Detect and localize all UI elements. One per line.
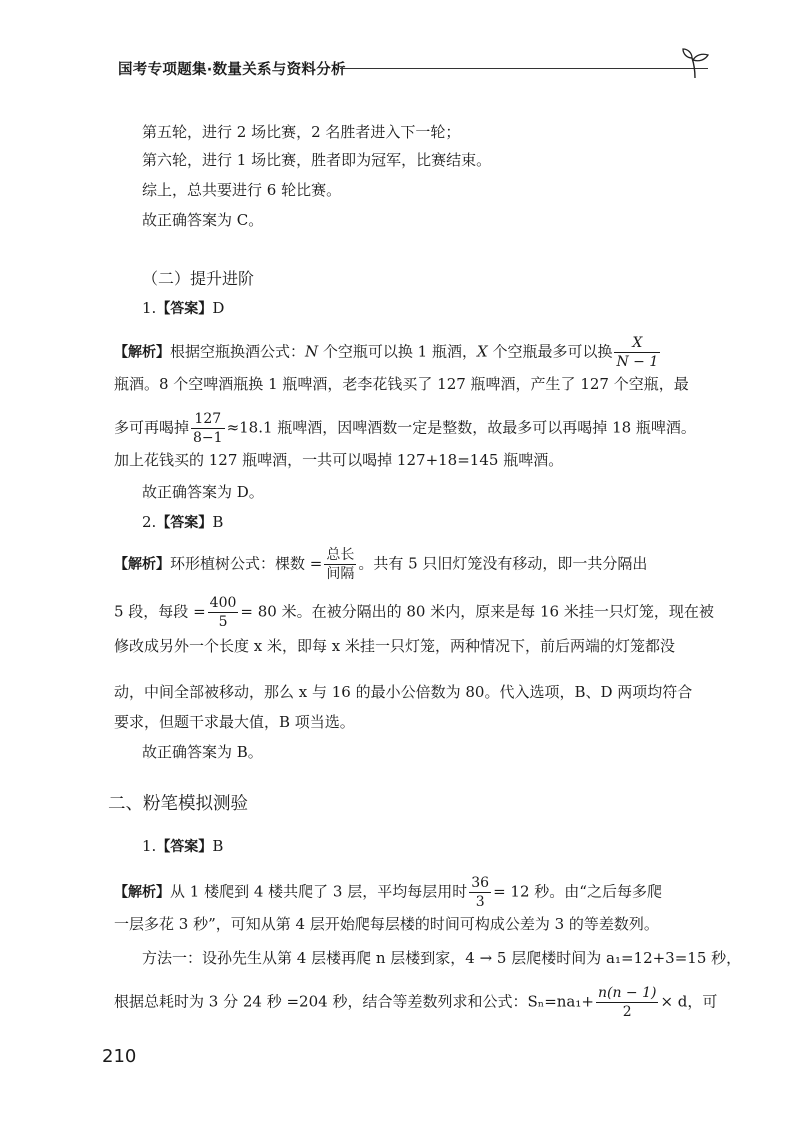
text-line [114, 876, 662, 909]
page-number: 210 [102, 1046, 137, 1067]
sprout-icon [678, 44, 714, 80]
fraction [596, 986, 659, 1019]
section-heading: （二）提升进阶 [142, 269, 255, 288]
var-n: N [305, 342, 319, 361]
text-line: 加上花钱买的 127 瓶啤酒，一共可以喝掉 127+18=145 瓶啤酒。 [114, 451, 564, 469]
header-rule [340, 68, 708, 69]
fraction-denominator: 间隔 [326, 566, 355, 582]
analysis-label: 【解析】 [114, 556, 170, 573]
text-line [114, 412, 696, 445]
fraction-denominator: 5 [218, 614, 228, 630]
fraction-denominator: 8−1 [193, 430, 223, 446]
question-number: 1. [142, 299, 157, 317]
header-title: 国考专项题集·数量关系与资料分析 [118, 62, 346, 78]
answer-value: B [212, 513, 224, 531]
fraction-numerator: 总长 [326, 547, 355, 563]
text-line: 故正确答案为 B。 [142, 743, 263, 761]
text-line: 第六轮，进行 1 场比赛，胜者即为冠军，比赛结束。 [142, 151, 492, 169]
fraction [324, 548, 356, 581]
text-span: 个空瓶可以换 1 瓶酒， [318, 342, 477, 361]
question-answer-line [142, 512, 223, 533]
var-x: X [477, 342, 488, 361]
answer-label: 【答案】 [156, 301, 213, 317]
analysis-label: 【解析】 [114, 884, 170, 901]
text-span: 。共有 5 只旧灯笼没有移动，即一共分隔出 [358, 554, 648, 573]
text-line: 一层多花 3 秒”，可知从第 4 层开始爬每层楼的时间可构成公差为 3 的等差数列。 [114, 915, 659, 933]
text-line: 瓶酒。8 个空啤酒瓶换 1 瓶啤酒，老李花钱买了 127 瓶啤酒，产生了 127 个空瓶，最 [114, 375, 689, 393]
text-span: = 80 米。在被分隔出的 80 米内，原来是每 16 米挂一只灯笼，现在被 [240, 602, 714, 621]
text-span: 环形植树公式：棵数 = [170, 554, 323, 573]
text-line: 综上，总共要进行 6 轮比赛。 [142, 181, 342, 199]
question-number: 2. [142, 513, 157, 531]
fraction-numerator: 400 [209, 595, 237, 611]
fraction [208, 596, 239, 629]
text-span: 从 1 楼爬到 4 楼共爬了 3 层，平均每层用时 [170, 882, 468, 901]
text-line [114, 336, 662, 369]
answer-value: D [212, 299, 225, 317]
fraction-numerator: 36 [471, 875, 490, 891]
fraction-denominator: N − 1 [616, 354, 659, 370]
text-line: 故正确答案为 C。 [142, 211, 264, 229]
text-span: 多可再喝掉 [114, 418, 190, 437]
text-line: 要求，但题干求最大值，B 项当选。 [114, 713, 355, 731]
answer-label: 【答案】 [156, 839, 213, 855]
analysis-label: 【解析】 [114, 344, 170, 361]
text-span: = 12 秒。由“之后每多爬 [493, 882, 662, 901]
text-span: 根据空瓶换酒公式： [170, 342, 306, 361]
fraction-numerator: 127 [191, 412, 225, 429]
running-header [118, 58, 718, 78]
question-answer-line [142, 298, 224, 319]
text-line: 方法一：设孙先生从第 4 层楼再爬 n 层楼到家，4 → 5 层爬楼时间为 a₁=12+3=15 秒， [142, 949, 742, 967]
question-answer-line [142, 836, 223, 857]
text-span: 5 段，每段 = [114, 602, 206, 621]
fraction [469, 876, 491, 909]
question-number: 1. [142, 837, 157, 855]
fraction-denominator: 3 [475, 894, 485, 910]
answer-value: B [212, 837, 224, 855]
text-line: 修改成另外一个长度 x 米，即每 x 米挂一只灯笼，两种情况下，前后两端的灯笼都没 [114, 637, 675, 655]
text-line: 第五轮，进行 2 场比赛，2 名胜者进入下一轮； [142, 123, 461, 141]
fraction-numerator: X [614, 336, 660, 353]
text-line [114, 596, 714, 629]
fraction-numerator: n(n − 1) [597, 985, 657, 1001]
text-span: 个空瓶最多可以换 [487, 342, 613, 361]
answer-label: 【答案】 [156, 515, 213, 531]
text-line: 动，中间全部被移动，那么 x 与 16 的最小公倍数为 80。代入选项，B、D 两项均符合 [114, 683, 693, 701]
fraction [191, 412, 225, 445]
text-line [114, 548, 647, 581]
text-span: 根据总耗时为 3 分 24 秒 =204 秒，结合等差数列求和公式：Sₙ=na₁+ [114, 992, 594, 1011]
text-line: 故正确答案为 D。 [142, 483, 264, 501]
text-line [114, 986, 717, 1019]
text-span: ≈18.1 瓶啤酒，因啤酒数一定是整数，故最多可以再喝掉 18 瓶啤酒。 [226, 418, 696, 437]
text-span: × d，可 [660, 992, 718, 1011]
section-heading: 二、粉笔模拟测验 [108, 794, 248, 814]
fraction [614, 336, 660, 369]
fraction-denominator: 2 [622, 1004, 632, 1020]
